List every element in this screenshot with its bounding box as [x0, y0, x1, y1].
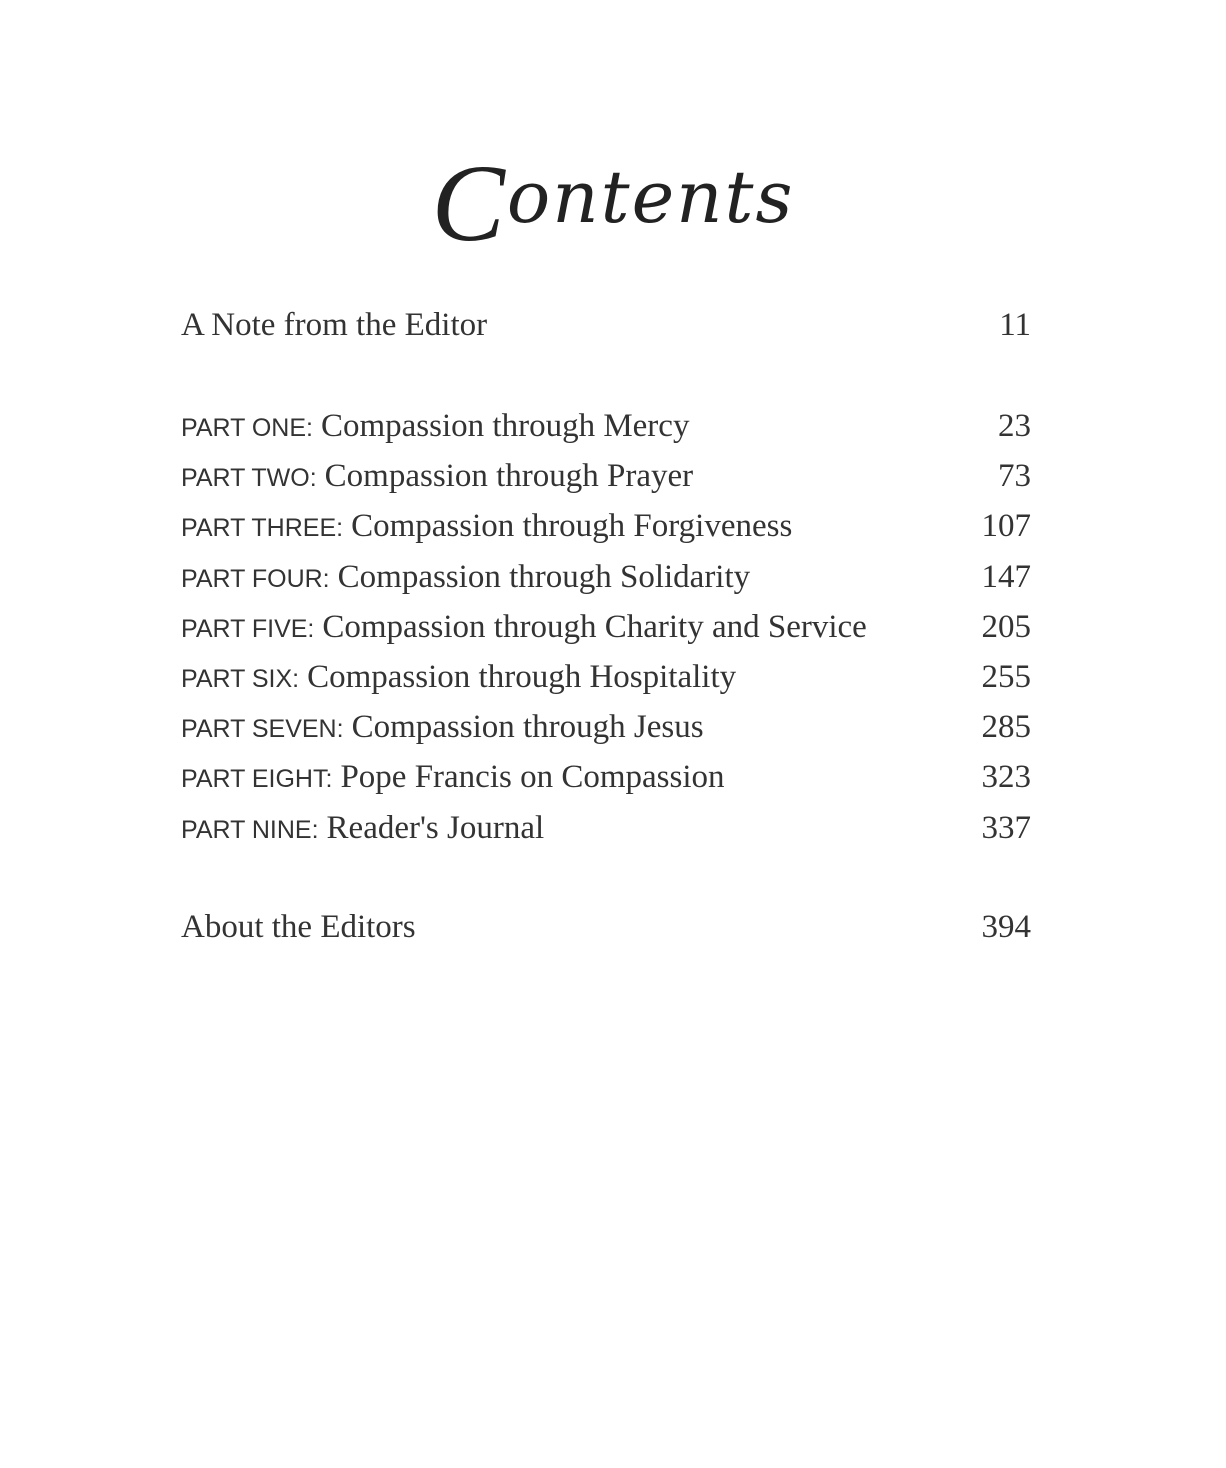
- part-title: Compassion through Forgiveness: [351, 508, 793, 545]
- toc-page-number: 73: [998, 458, 1031, 495]
- part-number: PART THREE:: [181, 514, 344, 543]
- page-title: [0, 140, 1226, 267]
- toc-page-number: 394: [981, 909, 1031, 945]
- part-number: PART TWO:: [181, 464, 317, 493]
- part-title: Compassion through Solidarity: [337, 558, 751, 595]
- toc-entry-part: [181, 508, 1031, 545]
- toc-page-number: 11: [999, 307, 1031, 343]
- toc-entry-label: A Note from the Editor: [181, 307, 488, 343]
- toc-page-number: 255: [981, 659, 1031, 695]
- part-title: Compassion through Prayer: [324, 458, 694, 495]
- toc-entry-part: [181, 609, 1031, 646]
- toc-page-number: 23: [998, 408, 1031, 444]
- toc-entry-part: [181, 759, 1031, 796]
- title-initial: C: [431, 142, 507, 264]
- toc-page-number: 337: [981, 809, 1031, 846]
- toc-page-number: 285: [981, 709, 1031, 746]
- toc-entry-part: [181, 458, 1031, 495]
- toc-page-number: 147: [981, 558, 1031, 595]
- part-number: PART SEVEN:: [181, 715, 344, 744]
- part-title: Pope Francis on Compassion: [340, 759, 725, 796]
- part-title: Compassion through Mercy: [320, 408, 690, 444]
- part-number: PART SIX:: [181, 665, 300, 693]
- toc-entry-part: [181, 408, 1031, 445]
- toc-entry-part: [181, 559, 1031, 596]
- part-title: Compassion through Hospitality: [307, 659, 737, 695]
- toc-page-number: 205: [981, 608, 1031, 645]
- toc-page-number: 323: [981, 759, 1031, 796]
- toc-entry-part: [181, 810, 1031, 847]
- part-number: PART NINE:: [181, 815, 319, 844]
- part-number: PART FOUR:: [181, 564, 330, 593]
- toc-page-number: 107: [981, 508, 1031, 545]
- part-title: Compassion through Charity and Service: [322, 608, 867, 645]
- toc-entry-front: [181, 307, 1031, 344]
- part-number: PART EIGHT:: [181, 765, 333, 794]
- toc-entry-label: About the Editors: [181, 909, 416, 945]
- part-number: PART FIVE:: [181, 614, 315, 643]
- toc-entry-part: [181, 659, 1031, 696]
- part-number: PART ONE:: [181, 414, 313, 442]
- part-title: Reader's Journal: [326, 809, 545, 846]
- title-rest: ontents: [506, 155, 795, 239]
- part-title: Compassion through Jesus: [351, 709, 704, 746]
- toc-entry-part: [181, 709, 1031, 746]
- toc-entry-back: [181, 909, 1031, 946]
